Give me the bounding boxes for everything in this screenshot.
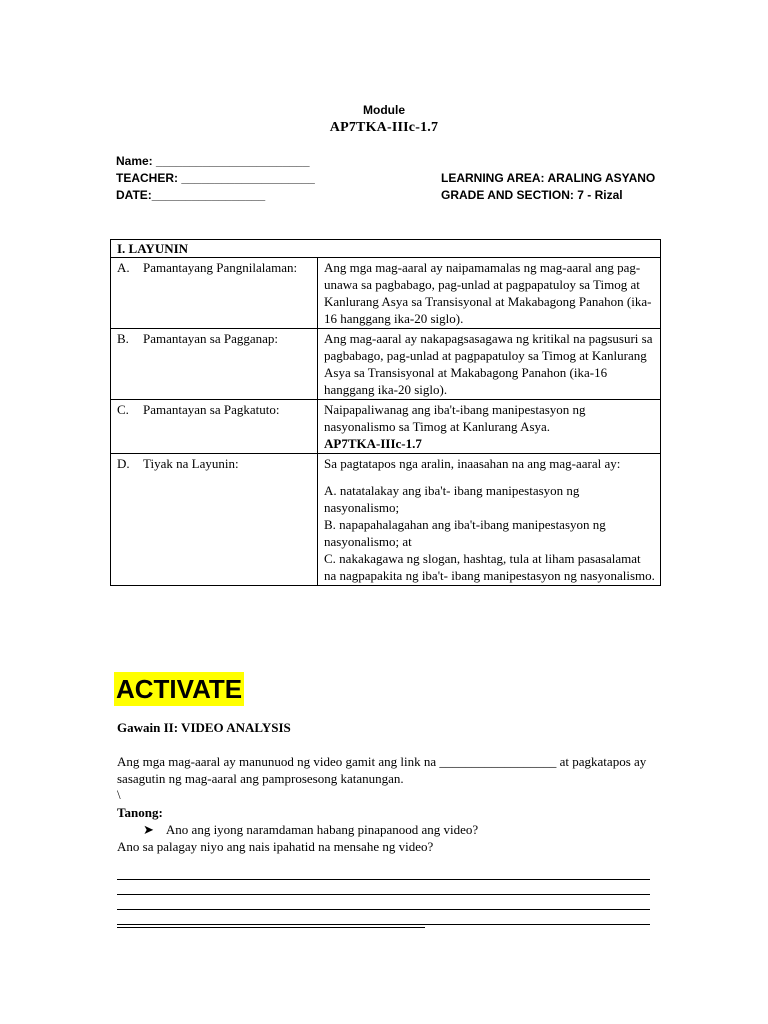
- table-row: [111, 329, 661, 400]
- row-letter: A.: [117, 260, 130, 275]
- gawain-title: Gawain II: VIDEO ANALYSIS: [117, 720, 291, 735]
- layunin-title: I. LAYUNIN: [111, 240, 661, 258]
- row-label: Tiyak na Layunin:: [143, 456, 239, 471]
- table-row: [111, 400, 661, 454]
- layunin-table: [110, 239, 661, 586]
- objective-item: B. napapahalagahan ang iba't-ibang manipestasyon ng nasyonalismo; at: [324, 517, 606, 549]
- question-2: Ano sa palagay niyo ang nais ipahatid na mensahe ng video?: [117, 839, 434, 854]
- date-field: DATE:_________________: [116, 188, 266, 202]
- answer-line: [117, 879, 650, 880]
- row-label: Pamantayan sa Pagganap:: [143, 331, 279, 346]
- row-label: Pamantayan sa Pagkatuto:: [143, 402, 280, 417]
- table-row: [111, 258, 661, 329]
- question-1-text: Ano ang iyong naramdaman habang pinapanood ang video?: [165, 822, 479, 837]
- answer-line: [117, 909, 650, 910]
- row-content: Ang mga mag-aaral ay naipamamalas ng mag-aaral ang pag-unawa sa pagbabago, pag-unlad at pagpapatuloy sa Timog at Kanlurang Asya sa Transisyonal at Makabagong Panahon (ika-16 hanggang ika-20 siglo).: [318, 258, 661, 329]
- name-field: Name: _______________________: [116, 154, 310, 168]
- row-content-cell: [318, 454, 661, 586]
- learning-area-field: LEARNING AREA: ARALING ASYANO: [441, 171, 656, 185]
- activity-instructions: Ang mga mag-aaral ay manunuod ng video gamit ang link na __________________ at pagkatapos ay sasagutin ng mag-aaral ang pamprosesong katanungan.: [117, 754, 647, 786]
- layunin-header-row: [111, 240, 661, 258]
- question-1: [143, 821, 478, 838]
- row-label-cell: [111, 329, 318, 400]
- table-row: [111, 454, 661, 586]
- grade-section-field: GRADE AND SECTION: 7 - Rizal: [441, 188, 623, 202]
- row-content: Ang mag-aaral ay nakapagsasagawa ng kritikal na pagsusuri sa pagbabago, pag-unlad at pagpapatuloy sa Timog at Kanlurang Asya sa Transisyonal at Makabagong Panahon (ika-16 hanggang ika-20 siglo).: [318, 329, 661, 400]
- competency-code: AP7TKA-IIIc-1.7: [324, 436, 422, 451]
- row-letter: D.: [117, 456, 130, 471]
- answer-line: [117, 924, 650, 925]
- objective-item: C. nakakagawa ng slogan, hashtag, tula at liham pasasalamat na nagpapakita ng iba't- ibang manipestasyon ng nasyonalismo.: [324, 551, 655, 583]
- objectives-intro: Sa pagtatapos nga aralin, inaasahan na ang mag-aaral ay:: [324, 456, 621, 471]
- row-content-cell: [318, 400, 661, 454]
- row-label-cell: [111, 454, 318, 586]
- module-label: Module: [363, 103, 405, 117]
- row-label-cell: [111, 258, 318, 329]
- answer-line: [117, 894, 650, 895]
- module-code: AP7TKA-IIIc-1.7: [329, 120, 439, 135]
- activate-heading: ACTIVATE: [116, 674, 243, 704]
- row-label-cell: [111, 400, 318, 454]
- teacher-field: TEACHER: ____________________: [116, 171, 315, 185]
- stray-backslash: \: [117, 787, 121, 802]
- answer-line-short: [117, 927, 425, 928]
- arrow-bullet-icon: ➤: [143, 822, 154, 837]
- row-content: Naipapaliwanag ang iba't-ibang manipestasyon ng nasyonalismo sa Timog at Kanlurang Asya.: [324, 402, 586, 434]
- tanong-label: Tanong:: [117, 805, 163, 820]
- row-label: Pamantayang Pangnilalaman:: [143, 260, 298, 275]
- row-letter: B.: [117, 331, 129, 346]
- row-letter: C.: [117, 402, 129, 417]
- objective-item: A. natatalakay ang iba't- ibang manipestasyon ng nasyonalismo;: [324, 483, 580, 515]
